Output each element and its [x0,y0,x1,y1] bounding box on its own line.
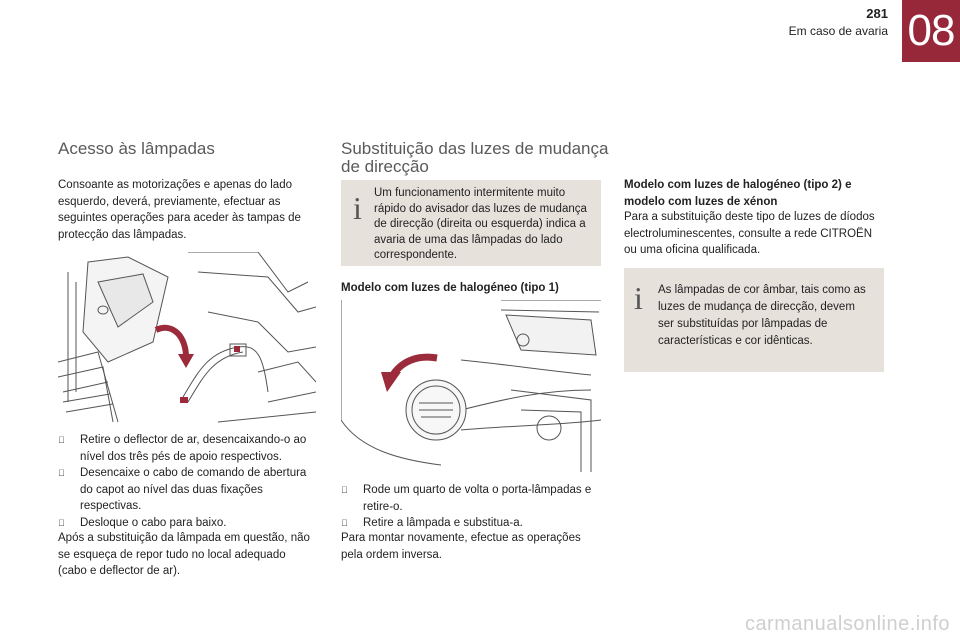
info-icon: i [353,190,362,226]
info-box-amber-bulbs [624,268,884,372]
left-footer-paragraph: Após a substituição da lâmpada em questão, não se esqueça de repor tudo no local adequado (cabo e deflector de ar). [58,532,310,577]
chapter-title: Em caso de avaria [788,24,888,38]
heading-line-1: Substituição das luzes de mudança [341,139,609,158]
subheading-type2: Modelo com luzes de halogéneo (tipo 2) e modelo com luzes de xénon [624,179,852,208]
engine-bay-illustration [58,252,316,424]
headlamp-illustration [341,300,601,472]
info-box-warning [341,180,601,266]
section-heading-turn-signals [341,140,611,176]
info-text: As lâmpadas de cor âmbar, tais como as luzes de mudança de direcção, devem ser substituídas por lâmpadas de características e cor idênticas. [658,284,866,347]
list-item: Desencaixe o cabo de comando de abertura do capot ao nível das duas fixações respectivas. [80,467,307,512]
subheading-type1: Modelo com luzes de halogéneo (tipo 1) [341,282,559,294]
list-item: Desloque o cabo para baixo. [80,516,227,529]
right-paragraph: Para a substituição deste tipo de luzes de díodos electroluminescentes, consulte a rede CITROËN ou uma oficina qualificada. [624,211,875,256]
watermark: carmanualsonline.info [744,613,950,635]
intro-paragraph: Consoante as motorizações e apenas do lado esquerdo, deverá, previamente, efectuar as seguintes operações para aceder às tampas de protecção das lâmpadas. [58,179,301,241]
section-heading-access: Acesso às lâmpadas [58,139,215,158]
page-number: 281 [866,6,888,21]
list-item: Rode um quarto de volta o porta-lâmpadas e retire-o. [363,484,592,513]
heading-line-2: de direcção [341,157,429,176]
chapter-tab: 08 [902,0,960,62]
list-item: Retire a lâmpada e substitua-a. [363,517,523,529]
list-item: Retire o deflector de ar, desencaixando-o ao nível dos três pés de apoio respectivos. [80,434,307,463]
info-icon: i [634,280,643,316]
middle-bullet-list [341,482,601,532]
info-text: Um funcionamento intermitente muito rápido do avisador das luzes de mudança de direcção (direita ou esquerda) indica a avaria de uma das lâmpadas do lado correspondente. [374,187,587,261]
left-bullet-list [58,432,316,531]
middle-footer-paragraph: Para montar novamente, efectue as operações pela ordem inversa. [341,532,581,561]
